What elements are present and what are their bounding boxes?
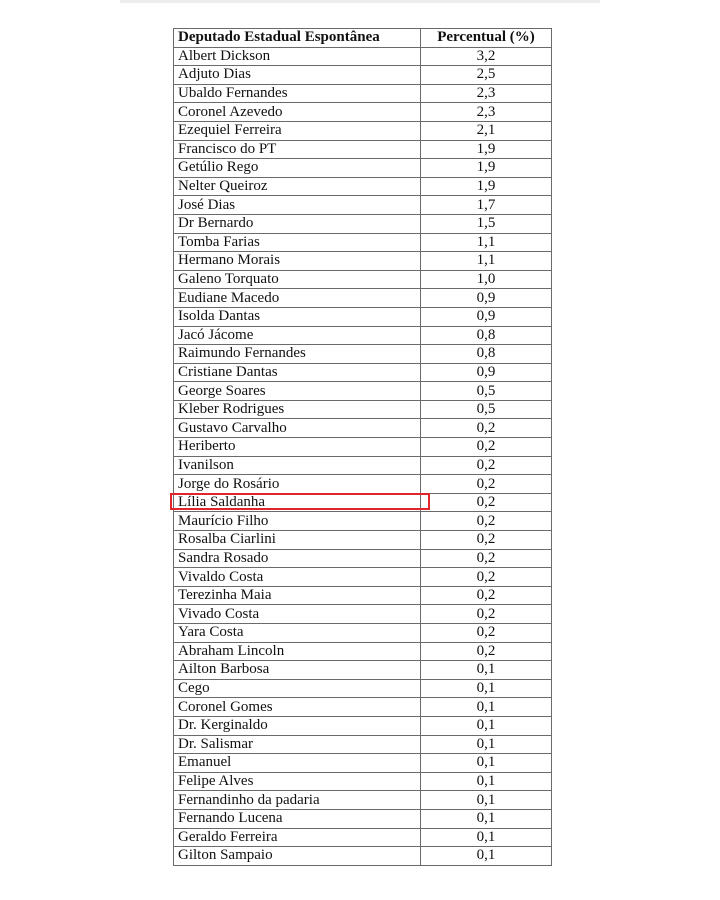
candidate-name: Coronel Azevedo bbox=[174, 103, 421, 122]
table-row bbox=[174, 568, 552, 587]
table-row bbox=[174, 196, 552, 215]
candidate-percent: 0,5 bbox=[421, 382, 552, 401]
candidate-percent: 0,8 bbox=[421, 345, 552, 364]
candidate-name: Kleber Rodrigues bbox=[174, 400, 421, 419]
candidate-name: Lília Saldanha bbox=[174, 493, 421, 512]
table-row bbox=[174, 828, 552, 847]
candidate-name: Nelter Queiroz bbox=[174, 177, 421, 196]
candidate-name: Eudiane Macedo bbox=[174, 289, 421, 308]
table-row bbox=[174, 809, 552, 828]
candidate-name: Raimundo Fernandes bbox=[174, 345, 421, 364]
table-row bbox=[174, 270, 552, 289]
table-row bbox=[174, 624, 552, 643]
candidate-percent: 0,1 bbox=[421, 847, 552, 866]
table-row bbox=[174, 772, 552, 791]
table-row bbox=[174, 159, 552, 178]
table-row bbox=[174, 586, 552, 605]
table-row bbox=[174, 382, 552, 401]
candidate-percent: 0,8 bbox=[421, 326, 552, 345]
candidate-name: Coronel Gomes bbox=[174, 698, 421, 717]
table-row bbox=[174, 735, 552, 754]
candidate-percent: 3,2 bbox=[421, 47, 552, 66]
candidate-name: Ailton Barbosa bbox=[174, 661, 421, 680]
candidate-percent: 2,3 bbox=[421, 84, 552, 103]
column-header-percent: Percentual (%) bbox=[421, 29, 552, 48]
page-top-edge bbox=[120, 0, 600, 3]
candidate-name: Yara Costa bbox=[174, 624, 421, 643]
candidate-percent: 0,1 bbox=[421, 772, 552, 791]
table-row bbox=[174, 754, 552, 773]
candidate-percent: 0,1 bbox=[421, 754, 552, 773]
candidate-percent: 1,9 bbox=[421, 159, 552, 178]
candidate-name: Adjuto Dias bbox=[174, 66, 421, 85]
candidate-percent: 0,1 bbox=[421, 735, 552, 754]
table-row bbox=[174, 549, 552, 568]
table-row bbox=[174, 456, 552, 475]
table-row-highlighted bbox=[174, 493, 552, 512]
candidate-percent: 1,1 bbox=[421, 252, 552, 271]
candidate-name: Tomba Farias bbox=[174, 233, 421, 252]
candidate-name: Dr. Kerginaldo bbox=[174, 716, 421, 735]
table-row bbox=[174, 289, 552, 308]
table-body bbox=[174, 47, 552, 865]
candidate-name: Felipe Alves bbox=[174, 772, 421, 791]
candidate-percent: 0,1 bbox=[421, 828, 552, 847]
candidate-name: Galeno Torquato bbox=[174, 270, 421, 289]
table-row bbox=[174, 512, 552, 531]
candidate-name: Sandra Rosado bbox=[174, 549, 421, 568]
table-row bbox=[174, 66, 552, 85]
table-row bbox=[174, 642, 552, 661]
candidate-percent: 0,9 bbox=[421, 289, 552, 308]
candidate-percent: 1,7 bbox=[421, 196, 552, 215]
table-row bbox=[174, 419, 552, 438]
candidate-percent: 0,1 bbox=[421, 679, 552, 698]
candidate-percent: 0,2 bbox=[421, 493, 552, 512]
candidate-percent: 0,5 bbox=[421, 400, 552, 419]
candidate-name: Jorge do Rosário bbox=[174, 475, 421, 494]
table-row bbox=[174, 679, 552, 698]
candidate-percent: 0,1 bbox=[421, 661, 552, 680]
candidate-name: Heriberto bbox=[174, 438, 421, 457]
table-row bbox=[174, 475, 552, 494]
table-row bbox=[174, 605, 552, 624]
candidate-name: Francisco do PT bbox=[174, 140, 421, 159]
candidate-name: Fernando Lucena bbox=[174, 809, 421, 828]
table-row bbox=[174, 363, 552, 382]
candidate-name: Dr. Salismar bbox=[174, 735, 421, 754]
candidate-percent: 1,1 bbox=[421, 233, 552, 252]
table-row bbox=[174, 103, 552, 122]
candidate-name: Albert Dickson bbox=[174, 47, 421, 66]
candidate-percent: 0,9 bbox=[421, 363, 552, 382]
candidate-percent: 2,3 bbox=[421, 103, 552, 122]
candidate-percent: 0,2 bbox=[421, 642, 552, 661]
table-row bbox=[174, 326, 552, 345]
candidate-percent: 0,2 bbox=[421, 605, 552, 624]
candidate-percent: 0,1 bbox=[421, 716, 552, 735]
candidate-percent: 2,5 bbox=[421, 66, 552, 85]
table-row bbox=[174, 698, 552, 717]
table-row bbox=[174, 233, 552, 252]
candidate-name: Terezinha Maia bbox=[174, 586, 421, 605]
candidate-percent: 0,2 bbox=[421, 475, 552, 494]
table-row bbox=[174, 531, 552, 550]
candidate-percent: 0,1 bbox=[421, 698, 552, 717]
table-row bbox=[174, 438, 552, 457]
candidate-name: Fernandinho da padaria bbox=[174, 791, 421, 810]
candidate-name: Geraldo Ferreira bbox=[174, 828, 421, 847]
candidate-name: Hermano Morais bbox=[174, 252, 421, 271]
table-header-row bbox=[174, 29, 552, 48]
candidate-percent: 0,2 bbox=[421, 568, 552, 587]
candidate-percent: 1,9 bbox=[421, 140, 552, 159]
candidate-percent: 0,2 bbox=[421, 549, 552, 568]
table-row bbox=[174, 214, 552, 233]
table-row bbox=[174, 345, 552, 364]
candidate-percent: 0,2 bbox=[421, 438, 552, 457]
table-row bbox=[174, 847, 552, 866]
candidate-name: José Dias bbox=[174, 196, 421, 215]
table-row bbox=[174, 400, 552, 419]
table-row bbox=[174, 661, 552, 680]
candidate-name: Jacó Jácome bbox=[174, 326, 421, 345]
candidate-percent: 0,2 bbox=[421, 624, 552, 643]
candidate-name: Gilton Sampaio bbox=[174, 847, 421, 866]
candidate-percent: 1,0 bbox=[421, 270, 552, 289]
candidate-name: Ubaldo Fernandes bbox=[174, 84, 421, 103]
candidate-name: Abraham Lincoln bbox=[174, 642, 421, 661]
candidate-percent: 0,1 bbox=[421, 809, 552, 828]
candidate-percent: 2,1 bbox=[421, 121, 552, 140]
candidate-name: Ezequiel Ferreira bbox=[174, 121, 421, 140]
candidate-name: Cristiane Dantas bbox=[174, 363, 421, 382]
table-row bbox=[174, 252, 552, 271]
candidate-name: Vivaldo Costa bbox=[174, 568, 421, 587]
candidate-percent: 0,2 bbox=[421, 586, 552, 605]
results-table bbox=[173, 28, 552, 866]
candidate-name: George Soares bbox=[174, 382, 421, 401]
candidate-percent: 0,2 bbox=[421, 419, 552, 438]
table-row bbox=[174, 791, 552, 810]
candidate-name: Vivado Costa bbox=[174, 605, 421, 624]
table-row bbox=[174, 47, 552, 66]
candidate-name: Isolda Dantas bbox=[174, 307, 421, 326]
candidate-name: Ivanilson bbox=[174, 456, 421, 475]
candidate-percent: 1,5 bbox=[421, 214, 552, 233]
candidate-percent: 0,1 bbox=[421, 791, 552, 810]
candidate-percent: 0,9 bbox=[421, 307, 552, 326]
candidate-percent: 1,9 bbox=[421, 177, 552, 196]
table-row bbox=[174, 84, 552, 103]
column-header-name: Deputado Estadual Espontânea bbox=[174, 29, 421, 48]
table-row bbox=[174, 177, 552, 196]
candidate-name: Maurício Filho bbox=[174, 512, 421, 531]
candidate-percent: 0,2 bbox=[421, 456, 552, 475]
table-row bbox=[174, 716, 552, 735]
table-row bbox=[174, 121, 552, 140]
candidate-name: Dr Bernardo bbox=[174, 214, 421, 233]
candidate-name: Cego bbox=[174, 679, 421, 698]
candidate-name: Emanuel bbox=[174, 754, 421, 773]
candidate-percent: 0,2 bbox=[421, 531, 552, 550]
table-row bbox=[174, 307, 552, 326]
candidate-name: Gustavo Carvalho bbox=[174, 419, 421, 438]
table-row bbox=[174, 140, 552, 159]
candidate-name: Rosalba Ciarlini bbox=[174, 531, 421, 550]
candidate-percent: 0,2 bbox=[421, 512, 552, 531]
candidate-name: Getúlio Rego bbox=[174, 159, 421, 178]
